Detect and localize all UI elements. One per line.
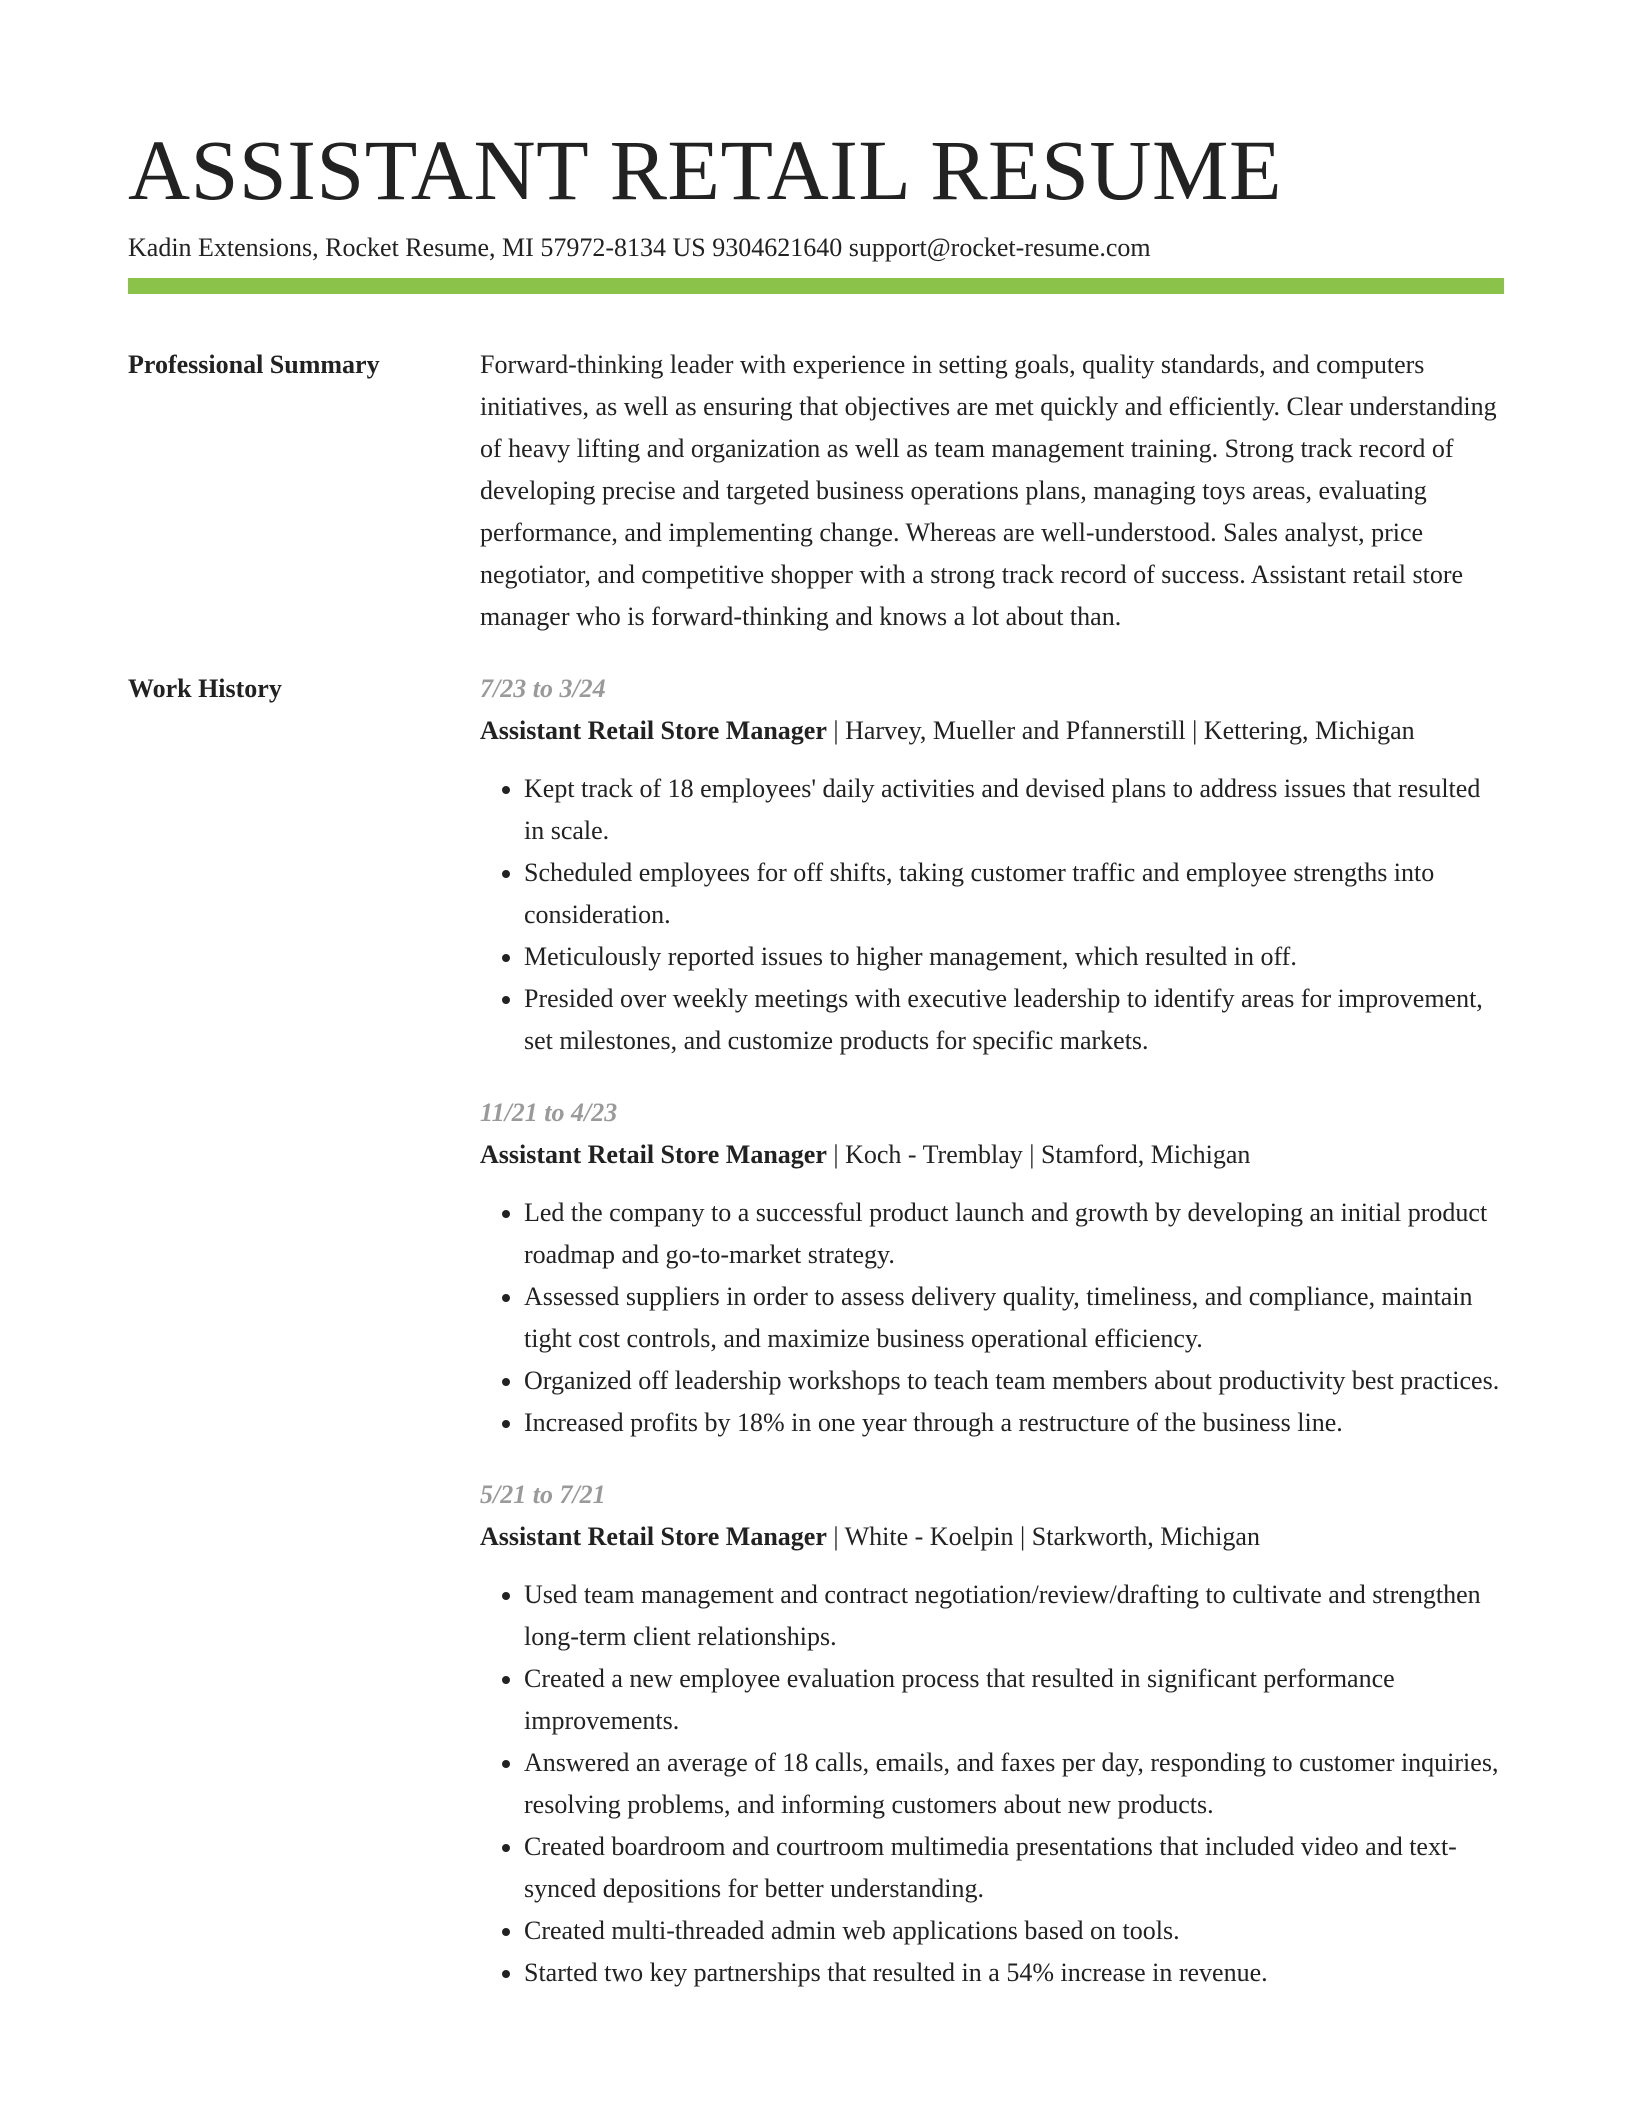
job-employer-location: | White - Koelpin | Starkworth, Michigan [826, 1522, 1260, 1551]
job-employer-location: | Harvey, Mueller and Pfannerstill | Kettering, Michigan [826, 716, 1415, 745]
job-heading [480, 1134, 1504, 1176]
job-bullet-list [480, 1192, 1504, 1444]
job-bullet: • Created a new employee evaluation process that resulted in significant performance improvements. [524, 1658, 1504, 1742]
job-entry [480, 1474, 1504, 1994]
resume-page [128, 0, 1504, 2024]
job-bullet: • Assessed suppliers in order to assess delivery quality, timeliness, and compliance, maintain tight cost controls, and maximize business operational efficiency. [524, 1276, 1504, 1360]
job-bullet: • Organized off leadership workshops to teach team members about productivity best practices. [524, 1360, 1504, 1402]
job-bullet: • Answered an average of 18 calls, emails, and faxes per day, responding to customer inquiries, resolving problems, and informing customers about new products. [524, 1742, 1504, 1826]
job-dates: 11/21 to 4/23 [480, 1098, 618, 1127]
summary-text: Forward-thinking leader with experience in setting goals, quality standards, and computers initiatives, as well as ensuring that objectives are met quickly and efficiently. Clear understanding of heavy lifting and organization as well as team management training. Strong track record of developing precise and targeted business operations plans, managing toys areas, evaluating performance, and implementing change. Whereas are well-understood. Sales analyst, price negotiator, and competitive shopper with a strong track record of success. Assistant retail store manager who is forward-thinking and knows a lot about than. [480, 350, 1497, 631]
job-entry [480, 1092, 1504, 1444]
header-accent-rule [128, 278, 1504, 294]
section-label-summary: Professional Summary [128, 350, 380, 379]
job-title: Assistant Retail Store Manager [480, 1140, 827, 1169]
summary-section [128, 344, 1504, 638]
work-history-section [128, 668, 1504, 2024]
section-label-work-history: Work History [128, 674, 282, 703]
job-bullet: • Scheduled employees for off shifts, taking customer traffic and employee strengths into consideration. [524, 852, 1504, 936]
job-bullet: • Meticulously reported issues to higher management, which resulted in off. [524, 936, 1504, 978]
job-bullet-list [480, 1574, 1504, 1994]
job-title: Assistant Retail Store Manager [480, 716, 827, 745]
resume-title: ASSISTANT RETAIL RESUME [128, 122, 1283, 218]
job-title: Assistant Retail Store Manager [480, 1522, 827, 1551]
job-bullet: • Created multi-threaded admin web applications based on tools. [524, 1910, 1504, 1952]
job-bullet: • Led the company to a successful product launch and growth by developing an initial product roadmap and go-to-market strategy. [524, 1192, 1504, 1276]
job-entry [480, 668, 1504, 1062]
job-heading [480, 1516, 1504, 1558]
job-bullet-list [480, 768, 1504, 1062]
job-bullet: • Presided over weekly meetings with executive leadership to identify areas for improvement, set milestones, and customize products for specific markets. [524, 978, 1504, 1062]
job-bullet: • Increased profits by 18% in one year through a restructure of the business line. [524, 1402, 1504, 1444]
job-employer-location: | Koch - Tremblay | Stamford, Michigan [826, 1140, 1251, 1169]
job-dates: 7/23 to 3/24 [480, 674, 606, 703]
job-bullet: • Kept track of 18 employees' daily activities and devised plans to address issues that resulted in scale. [524, 768, 1504, 852]
job-bullet: • Started two key partnerships that resulted in a 54% increase in revenue. [524, 1952, 1504, 1994]
contact-line: Kadin Extensions, Rocket Resume, MI 57972-8134 US 9304621640 support@rocket-resume.com [128, 233, 1151, 262]
work-history-body [480, 668, 1504, 2024]
summary-body [480, 344, 1504, 638]
job-bullet: • Created boardroom and courtroom multimedia presentations that included video and text-synced depositions for better understanding. [524, 1826, 1504, 1910]
job-dates: 5/21 to 7/21 [480, 1480, 606, 1509]
job-bullet: • Used team management and contract negotiation/review/drafting to cultivate and strengthen long-term client relationships. [524, 1574, 1504, 1658]
job-heading [480, 710, 1504, 752]
